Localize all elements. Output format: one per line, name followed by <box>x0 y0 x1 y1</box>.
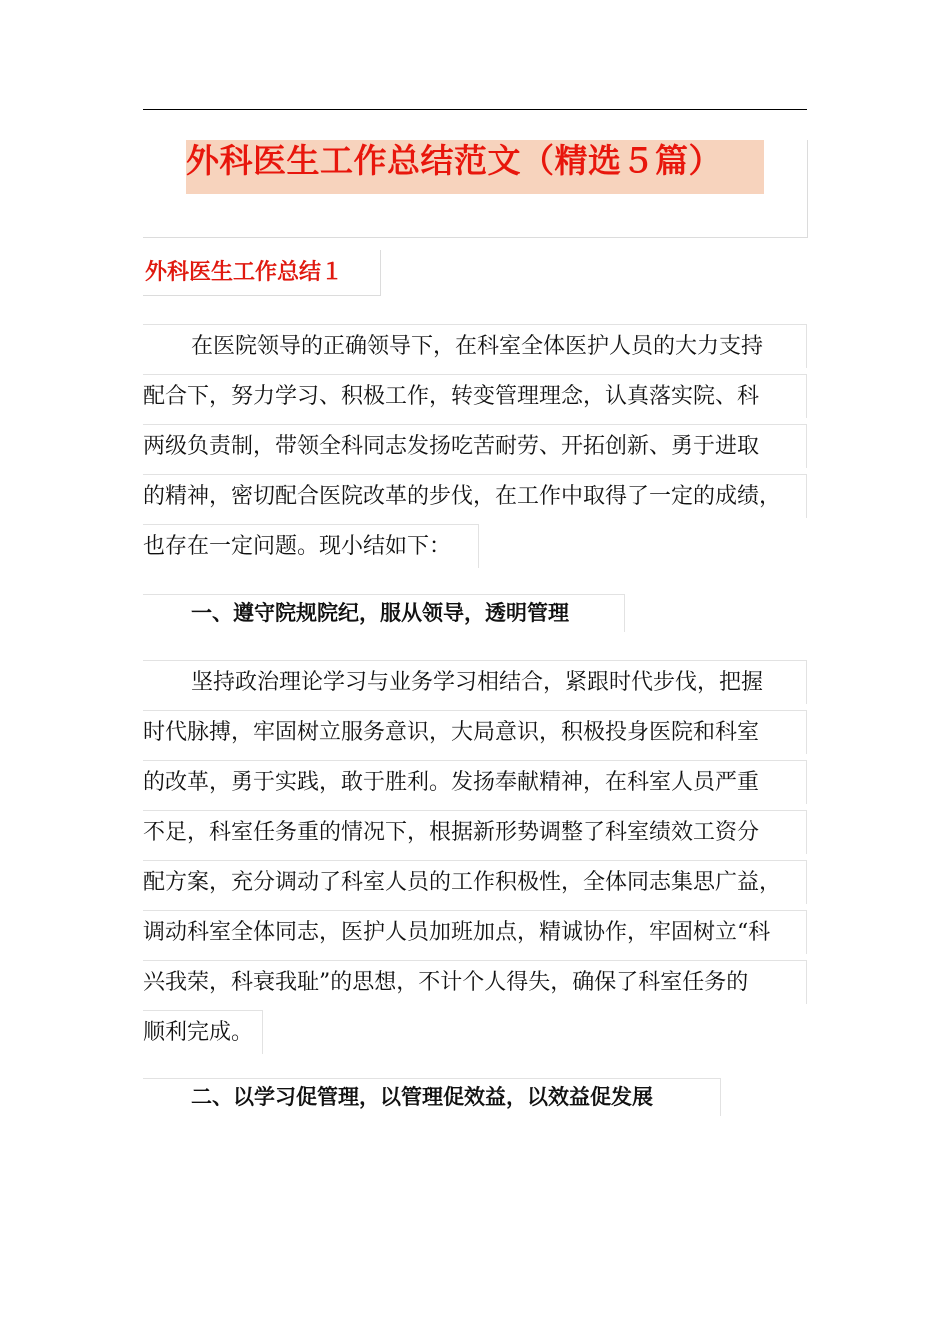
intro-line-3: 两级负责制，带领全科同志发扬吃苦耐劳、开拓创新、勇于进取 <box>143 424 807 468</box>
body-line-4: 不足，科室任务重的情况下，根据新形势调整了科室绩效工资分 <box>143 810 807 854</box>
body-line-7: 兴我荣，科衰我耻”的思想，不计个人得失，确保了科室任务的 <box>143 960 807 1004</box>
subheading-1: 一、遵守院规院纪，服从领导，透明管理 <box>143 594 625 632</box>
section-heading-text: 外科医生工作总结１ <box>145 260 344 285</box>
intro-line-2: 配合下，努力学习、积极工作，转变管理理念，认真落实院、科 <box>143 374 807 418</box>
document-title: 外科医生工作总结范文（精选５篇） <box>186 141 722 180</box>
section-heading <box>143 250 381 296</box>
body-line-6: 调动科室全体同志，医护人员加班加点，精诚协作，牢固树立“科 <box>143 910 807 954</box>
body-line-8: 顺利完成。 <box>143 1010 263 1054</box>
header-rule <box>143 109 807 110</box>
body-line-5: 配方案，充分调动了科室人员的工作积极性，全体同志集思广益， <box>143 860 807 904</box>
intro-line-1: 在医院领导的正确领导下，在科室全体医护人员的大力支持 <box>143 324 807 368</box>
intro-line-5: 也存在一定问题。现小结如下： <box>143 524 479 568</box>
body-line-2: 时代脉搏，牢固树立服务意识，大局意识，积极投身医院和科室 <box>143 710 807 754</box>
subheading-2: 二、以学习促管理，以管理促效益，以效益促发展 <box>143 1078 721 1116</box>
intro-line-4: 的精神，密切配合医院改革的步伐，在工作中取得了一定的成绩， <box>143 474 807 518</box>
body-line-3: 的改革，勇于实践，敢于胜利。发扬奉献精神，在科室人员严重 <box>143 760 807 804</box>
body-line-1: 坚持政治理论学习与业务学习相结合，紧跟时代步伐，把握 <box>143 660 807 704</box>
